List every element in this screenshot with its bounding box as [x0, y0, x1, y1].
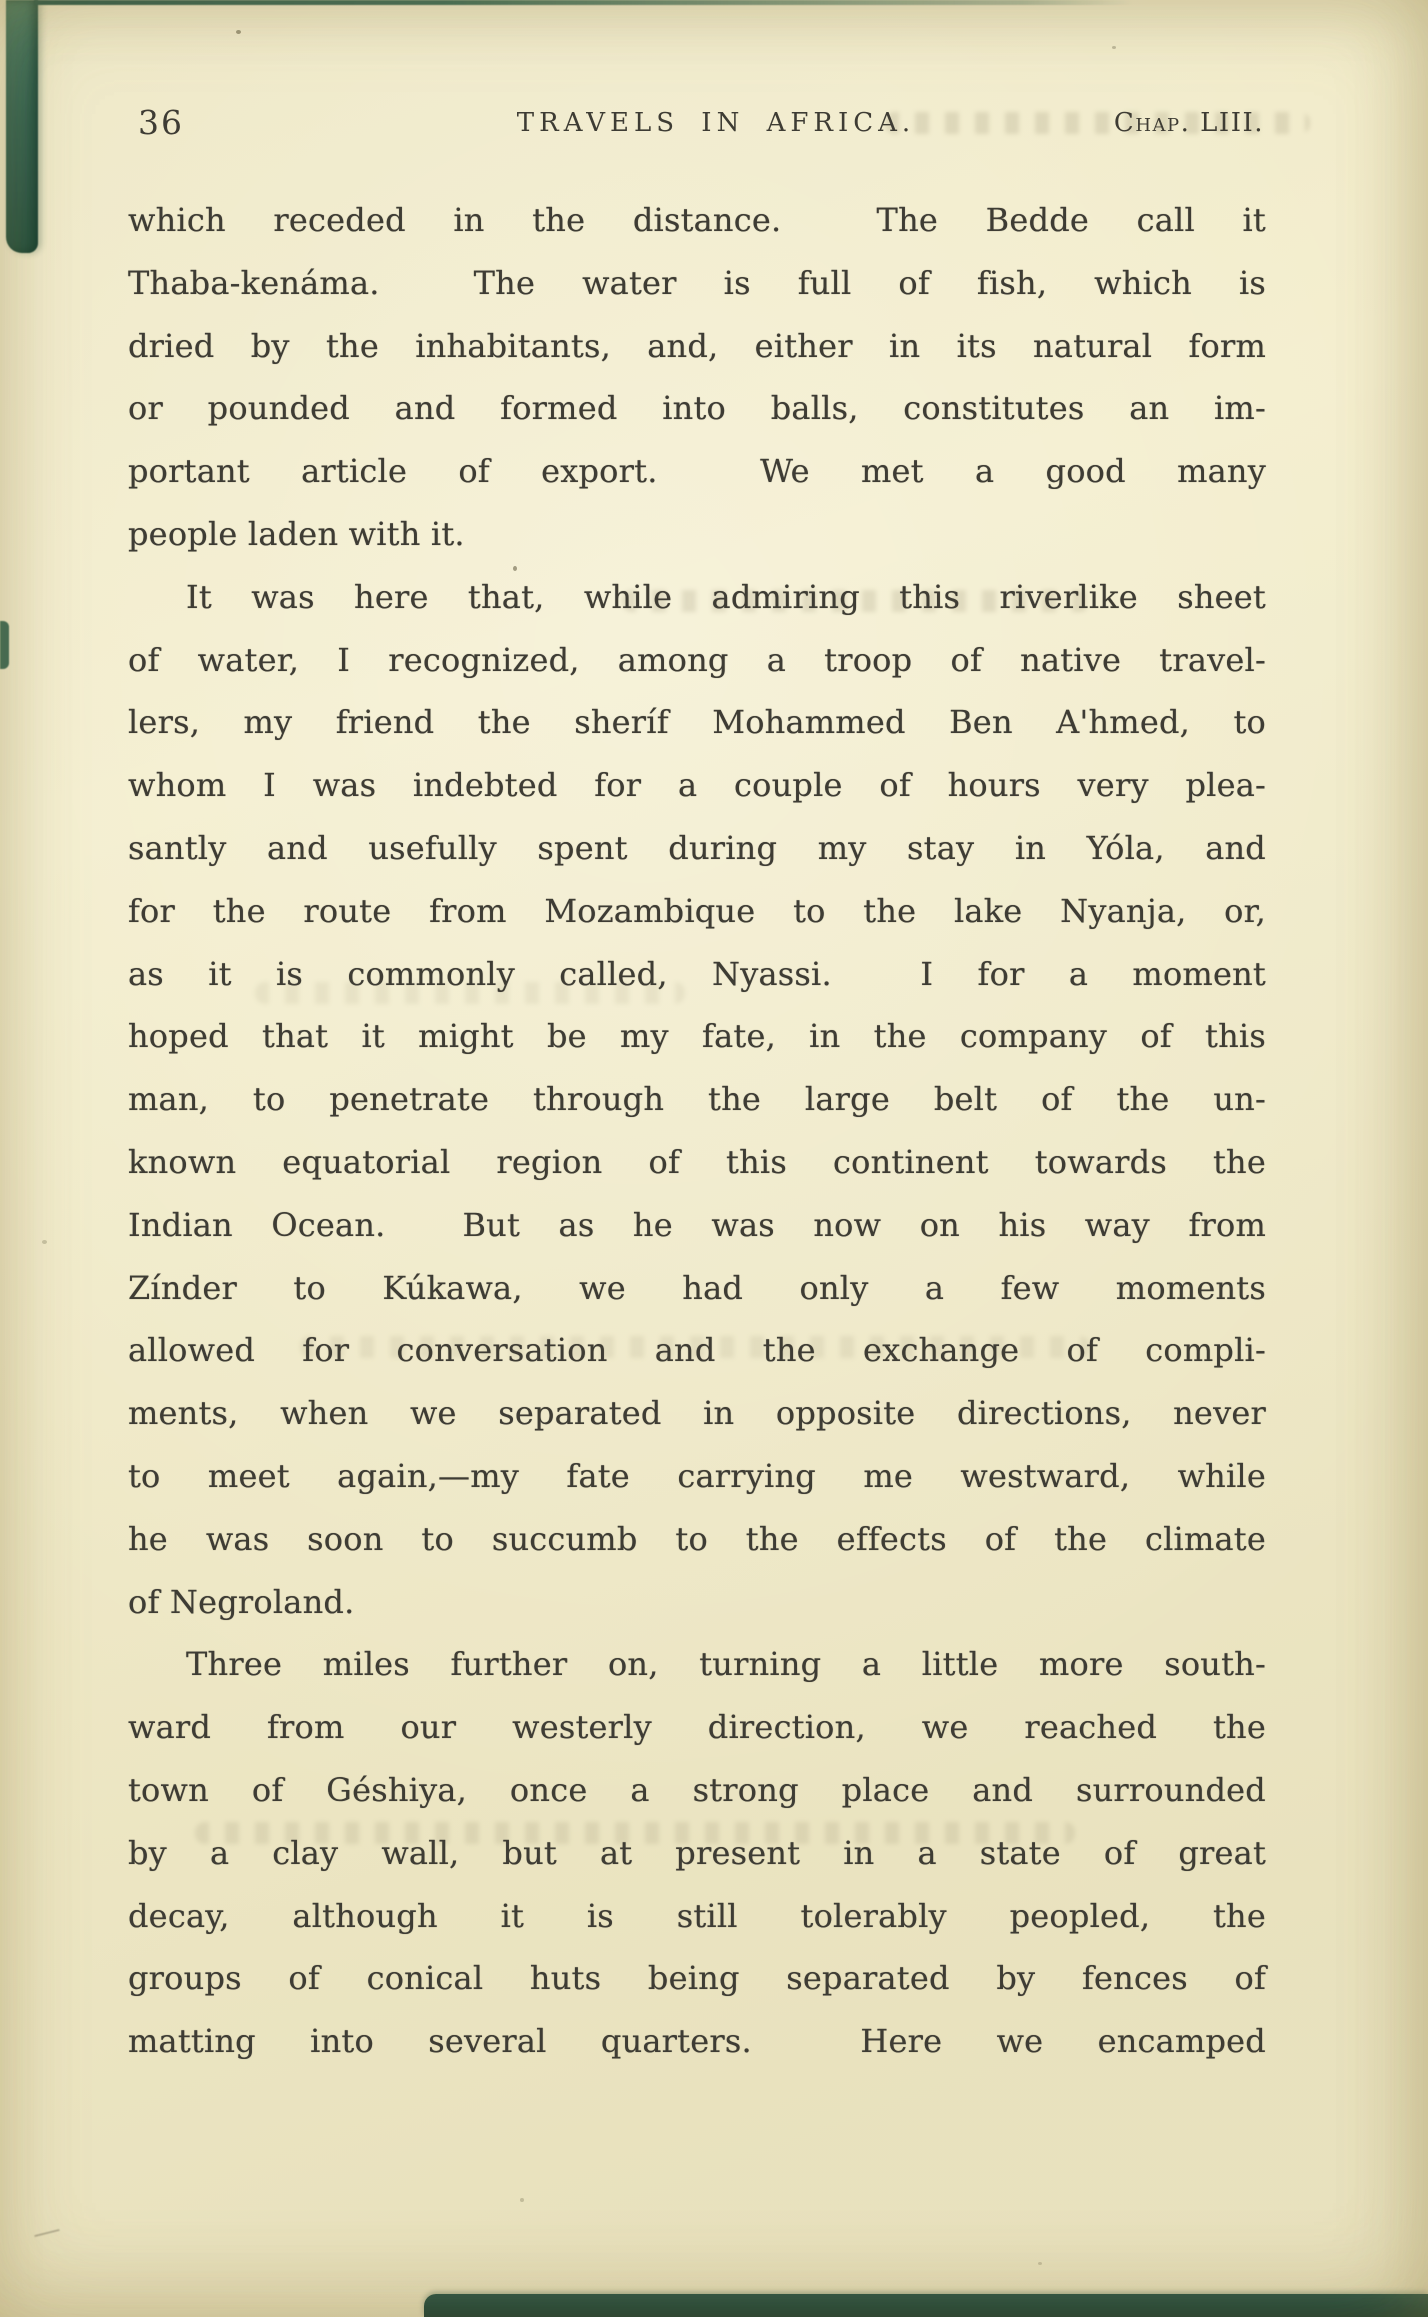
- text-line: man, to penetrate through the large belt of the un-: [128, 1080, 1266, 1119]
- text-line: Zínder to Kúkawa, we had only a few moments: [128, 1268, 1266, 1307]
- paper-speck: [520, 2198, 524, 2202]
- text-line: Three miles further on, turning a little more south-: [186, 1645, 1266, 1684]
- text-line: It was here that, while admiring this riverlike sheet: [186, 577, 1266, 616]
- text-line: santly and usefully spent during my stay in Yóla, and: [128, 828, 1266, 867]
- text-line: ments, when we separated in opposite directions, never: [128, 1394, 1266, 1433]
- running-title: TRAVELS IN AFRICA.: [516, 108, 916, 138]
- text-line: matting into several quarters. Here we encamped: [128, 2022, 1266, 2061]
- text-line: of Negroland.: [128, 1582, 355, 1621]
- paper-speck: [42, 1240, 47, 1244]
- page-header: [128, 103, 1266, 149]
- text-line: of water, I recognized, among a troop of native travel-: [128, 640, 1266, 679]
- pencil-mark: [34, 2229, 60, 2237]
- text-line: or pounded and formed into balls, constitutes an im-: [128, 389, 1266, 428]
- text-line: as it is commonly called, Nyassi. I for a moment: [128, 954, 1266, 993]
- text-line: he was soon to succumb to the effects of the climate: [128, 1519, 1266, 1558]
- text-line: allowed for conversation and the exchange of compli-: [128, 1331, 1266, 1370]
- page-number: 36: [138, 103, 184, 142]
- text-line: portant article of export. We met a good many: [128, 452, 1266, 491]
- body-text: [128, 189, 1266, 2073]
- text-line: Indian Ocean. But as he was now on his way from: [128, 1205, 1266, 1244]
- paper-speck: [236, 30, 241, 34]
- paper-speck: [1112, 46, 1116, 49]
- text-line: hoped that it might be my fate, in the company of this: [128, 1017, 1266, 1056]
- paper-speck: [1038, 2262, 1042, 2265]
- text-line: town of Géshiya, once a strong place and surrounded: [128, 1770, 1266, 1809]
- text-line: decay, although it is still tolerably peopled, the: [128, 1896, 1266, 1935]
- scan-edge-left-nub: [0, 621, 9, 669]
- text-line: whom I was indebted for a couple of hours very plea-: [128, 766, 1266, 805]
- chapter-label: Chap. LIII.: [1113, 108, 1264, 138]
- text-line: ward from our westerly direction, we reached the: [128, 1708, 1266, 1747]
- text-line: Thaba-kenáma. The water is full of fish, which is: [128, 263, 1266, 302]
- text-line: known equatorial region of this continent towards the: [128, 1142, 1266, 1181]
- text-line: lers, my friend the sheríf Mohammed Ben A'hmed, to: [128, 703, 1266, 742]
- text-line: by a clay wall, but at present in a state of great: [128, 1833, 1266, 1872]
- text-line: people laden with it.: [128, 514, 465, 553]
- text-line: to meet again,—my fate carrying me westward, while: [128, 1456, 1266, 1495]
- text-line: dried by the inhabitants, and, either in its natural form: [128, 326, 1266, 365]
- text-line: which receded in the distance. The Bedde call it: [128, 201, 1266, 239]
- text-line: for the route from Mozambique to the lake Nyanja, or,: [128, 891, 1266, 930]
- scan-edge-left-bar: [6, 0, 38, 253]
- scan-edge-top-line: [34, 0, 1132, 5]
- text-line: groups of conical huts being separated by fences of: [128, 1959, 1266, 1998]
- scan-edge-bottom-strip: [424, 2294, 1428, 2317]
